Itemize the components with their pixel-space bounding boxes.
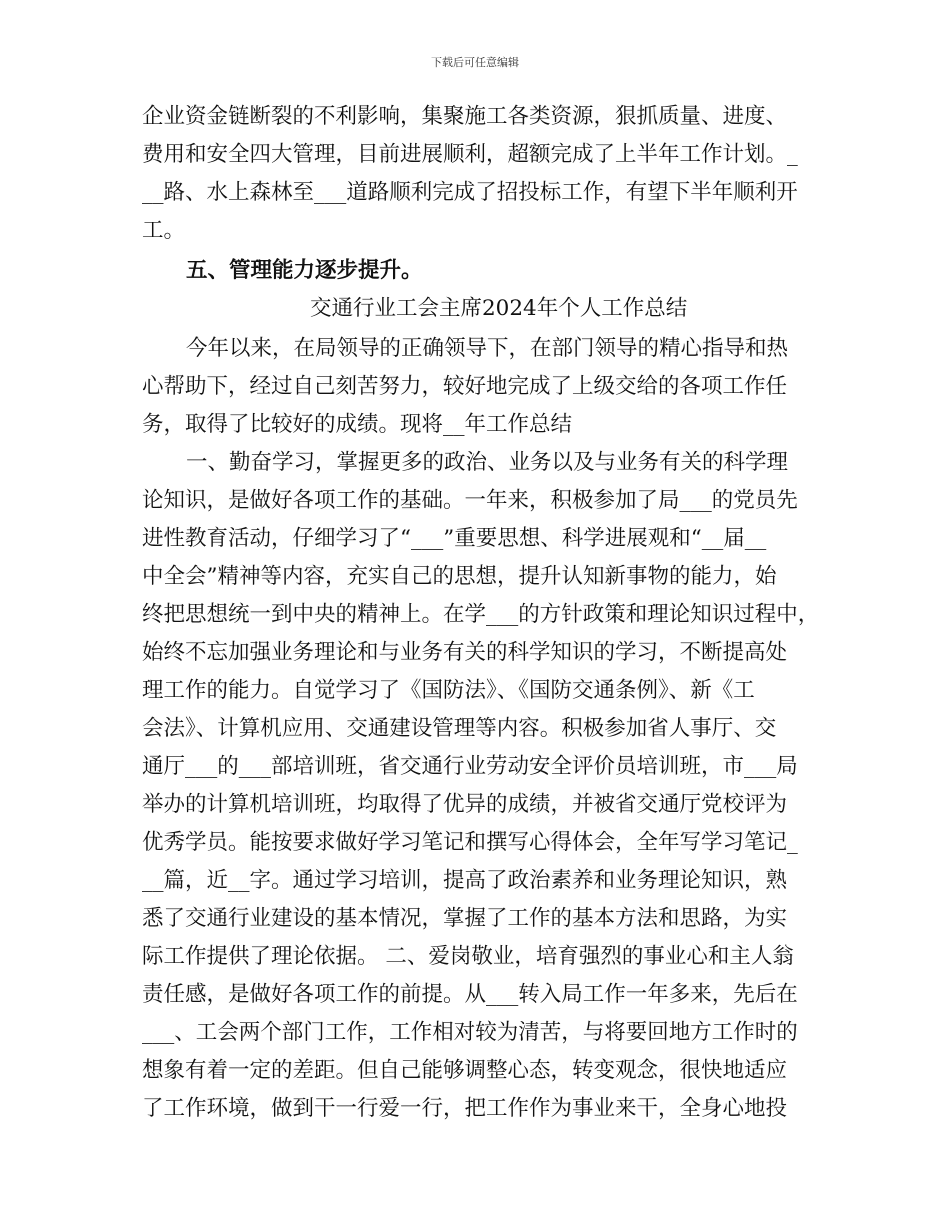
text-line: 际工作提供了理论依据。 二、爱岗敬业，培育强烈的事业心和主人翁 [142,944,794,969]
text-line: 进性教育活动，仔细学习了“___”重要思想、科学进展观和“__届__ [142,526,767,551]
text-line: 中全会”精神等内容，充实自己的思想，提升认知新事物的能力，始 [142,564,777,589]
text-line: 心帮助下，经过自己刻苦努力，较好地完成了上级交给的各项工作任 [142,374,788,399]
text-line: 通厅___的___部培训班，省交通行业劳动安全评价员培训班，市___局 [142,754,798,779]
section-heading: 五、管理能力逐步提升。 [186,258,423,283]
text-line: 论知识，是做好各项工作的基础。一年来，积极参加了局___的党员先 [142,488,798,513]
text-line: __篇，近__字。通过学习培训，提高了政治素养和业务理论知识，熟 [142,868,788,893]
text-line: ___、工会两个部门工作，工作相对较为清苦，与将要回地方工作时的 [142,1020,798,1045]
text-line: 举办的计算机培训班，均取得了优异的成绩，并被省交通厅党校评为 [142,792,788,817]
text-line: 一、勤奋学习，掌握更多的政治、业务以及与业务有关的科学理 [186,450,789,475]
text-line: __路、水上森林至___道路顺利完成了招投标工作，有望下半年顺利开 [142,180,798,205]
text-line: 终把思想统一到中央的精神上。在学___的方针政策和理论知识过程中， [142,602,820,627]
text-line: 理工作的能力。自觉学习了《国防法》、《国防交通条例》、新《工 [142,678,755,703]
text-line: 了工作环境，做到干一行爱一行，把工作作为事业来干，全身心地投 [142,1096,788,1121]
article-title: 交通行业工会主席2024年个人工作总结 [310,296,688,321]
text-line: 想象有着一定的差距。但自己能够调整心态，转变观念，很快地适应 [142,1058,788,1083]
text-line: 悉了交通行业建设的基本情况，掌握了工作的基本方法和思路，为实 [142,906,788,931]
text-line: 会法》、计算机应用、交通建设管理等内容。积极参加省人事厅、交 [142,716,777,741]
text-line: 始终不忘加强业务理论和与业务有关的科学知识的学习，不断提高处 [142,640,788,665]
text-line: 优秀学员。能按要求做好学习笔记和撰写心得体会，全年写学习笔记_ [142,830,798,855]
text-line: 企业资金链断裂的不利影响，集聚施工各类资源，狠抓质量、进度、 [142,104,788,129]
text-line: 责任感，是做好各项工作的前提。从___转入局工作一年多来，先后在 [142,982,798,1007]
text-line: 务，取得了比较好的成绩。现将__年工作总结 [142,412,573,437]
text-line: 今年以来，在局领导的正确领导下，在部门领导的精心指导和热 [186,336,789,361]
page-header-note: 下载后可任意编辑 [431,56,519,69]
text-line: 工。 [142,218,186,243]
text-line: 费用和安全四大管理，目前进展顺利，超额完成了上半年工作计划。_ [142,142,798,167]
